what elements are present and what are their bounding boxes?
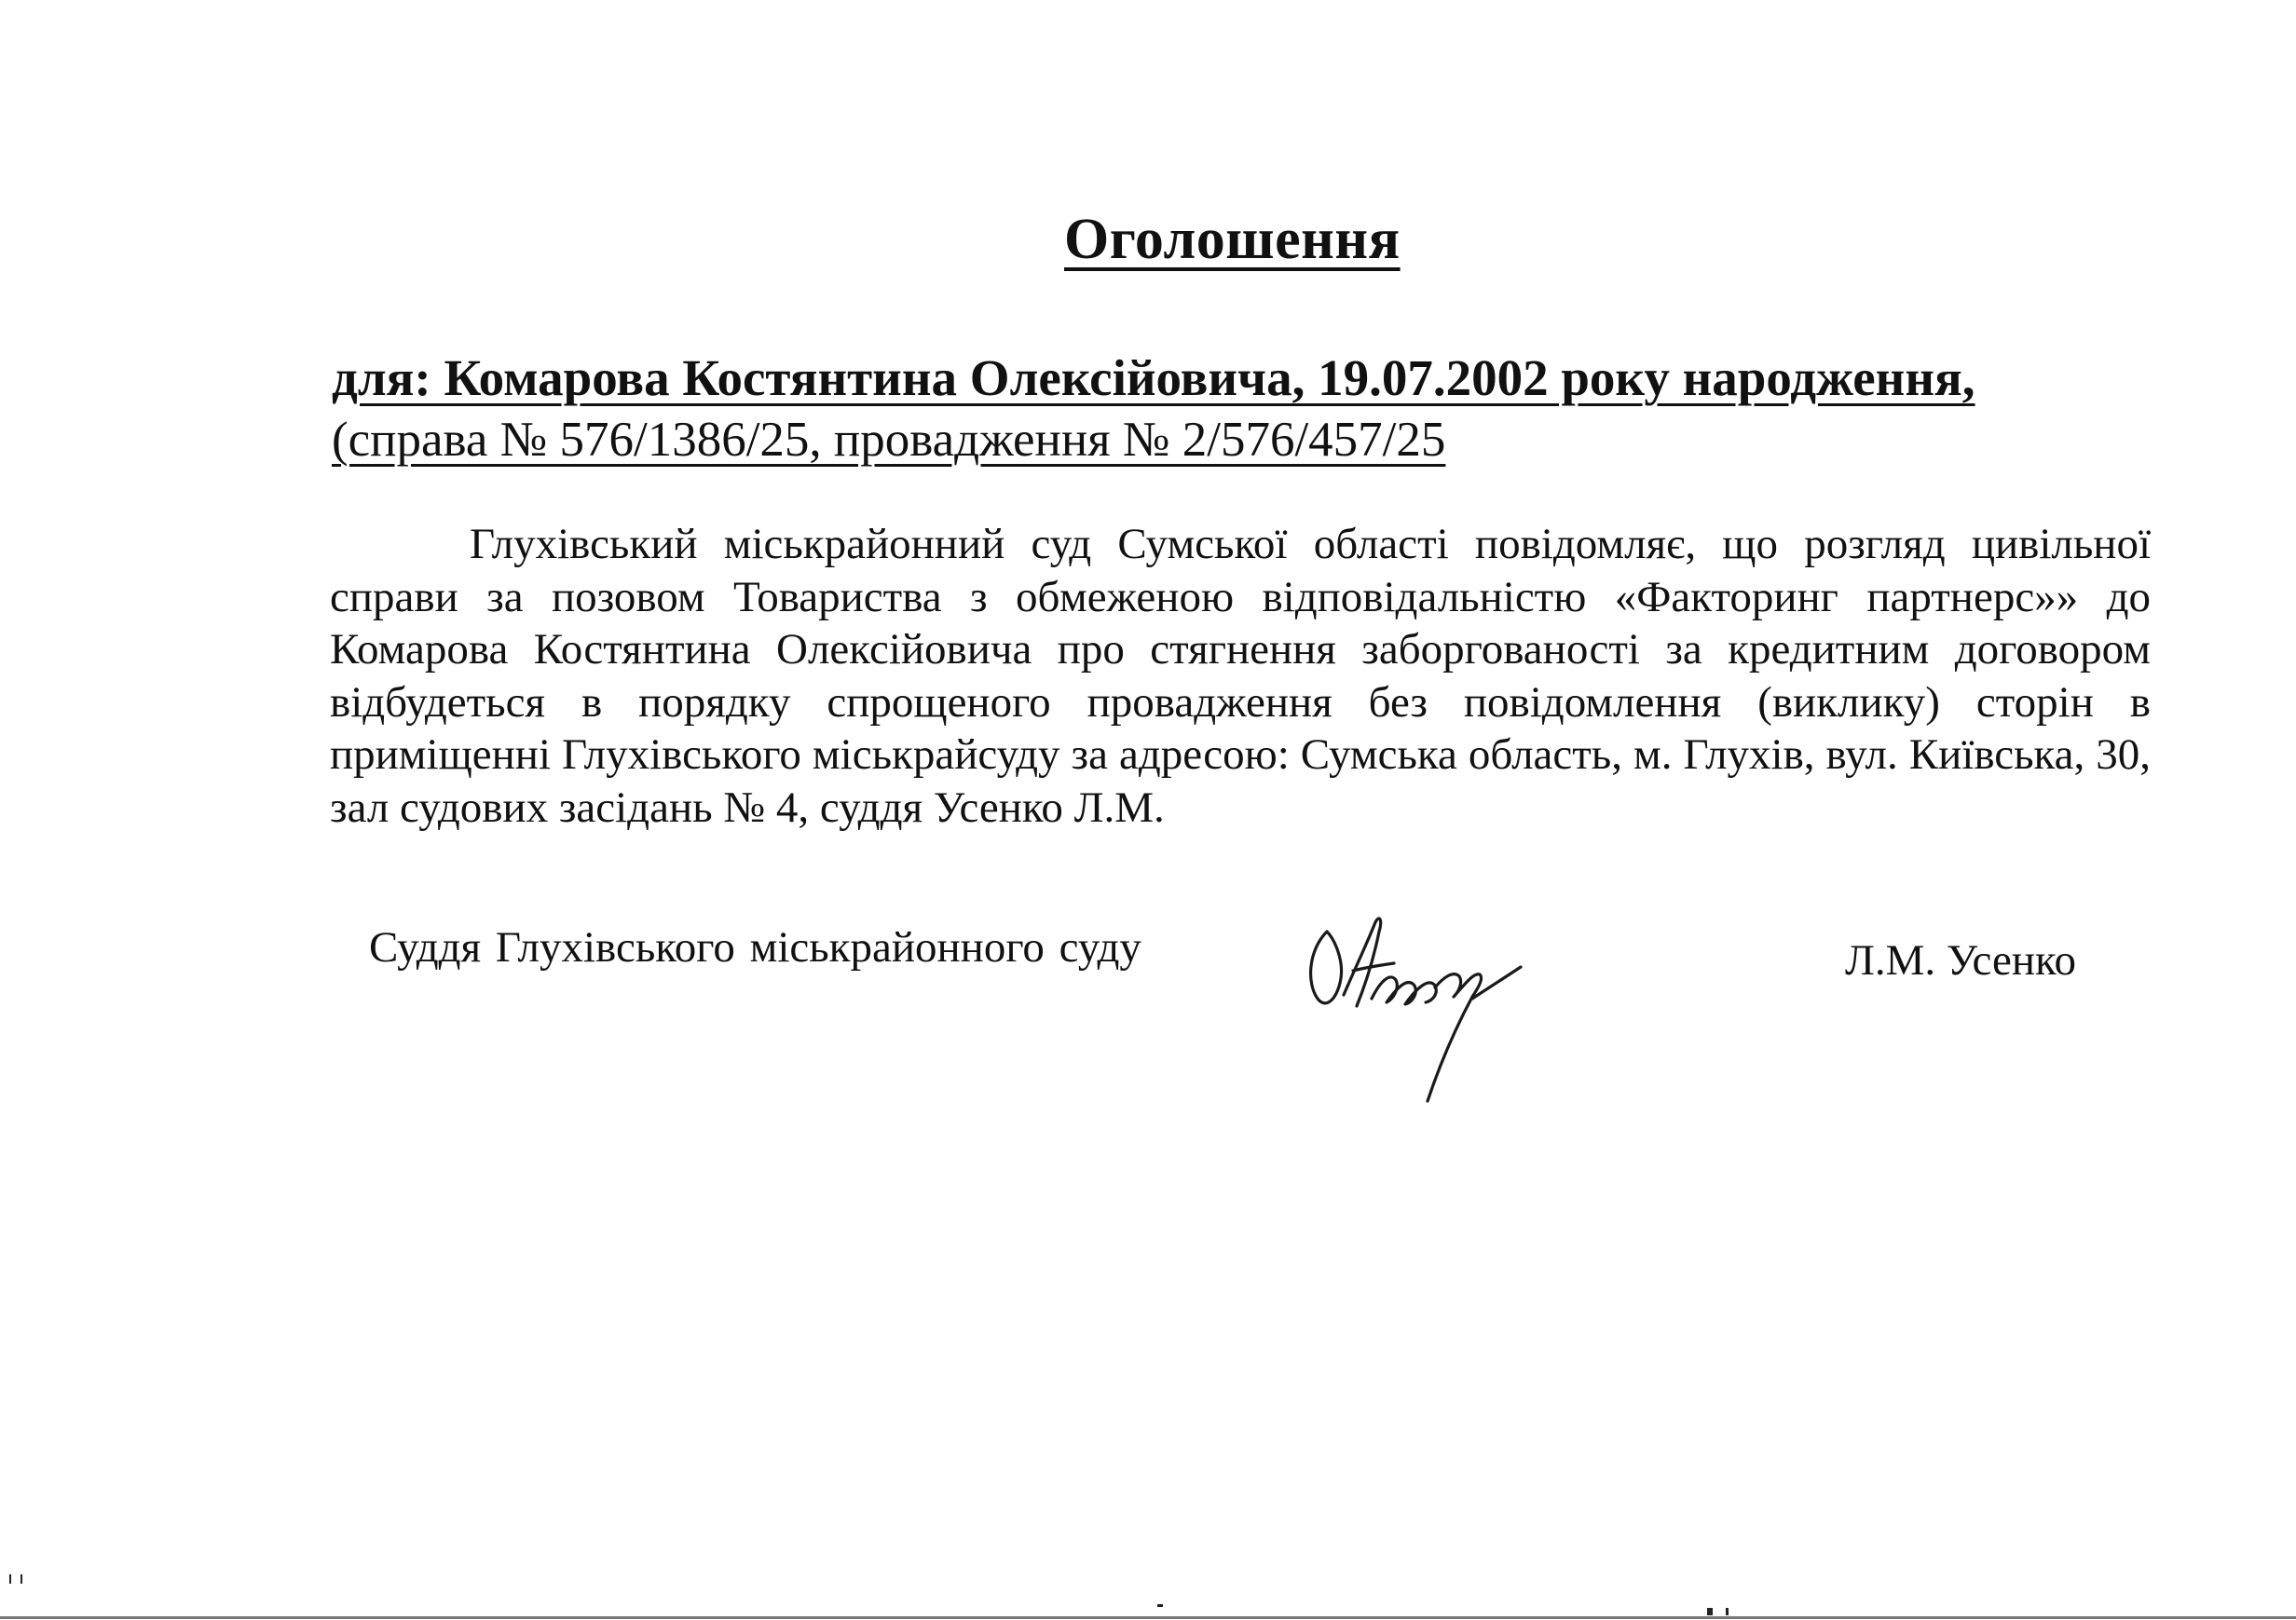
document-title: Оголошення (1064, 208, 1401, 271)
scan-artifact (1726, 1608, 1729, 1615)
scan-artifact (1707, 1608, 1713, 1615)
scan-artifact (20, 1574, 22, 1584)
page-bottom-edge (0, 1616, 2296, 1619)
announcement-body: Глухівський міськрайонний суд Сумської області повідомляє, що розгляд цивільної справи за позовом Товариства з обмеженою відповідальністю «Факторинг партнерс»» до Комарова Костянтина Олексійовича про стягнення заборгованості за кредитним договором відбудеться в порядку спрощеного провадження без повідомлення (виклику) сторін в приміщенні Глухівського міськрайсуду за адресою: Сумська область, м. Глухів, вул. Київська, 30, зал судових засідань № 4, суддя Усенко Л.М. (330, 520, 2151, 832)
recipient-line: для: Комарова Костянтина Олексійовича, 19.07.2002 року народження, (332, 349, 1975, 406)
scan-artifact (1157, 1604, 1163, 1607)
handwritten-signature (1290, 894, 1597, 1109)
judge-name: Л.М. Усенко (1845, 936, 2076, 985)
scan-artifact (9, 1574, 11, 1584)
signature-label: Суддя Глухівського міськрайонного суду (369, 923, 1141, 972)
case-number-line: (справа № 576/1386/25, провадження № 2/576/457/25 (332, 413, 1446, 467)
